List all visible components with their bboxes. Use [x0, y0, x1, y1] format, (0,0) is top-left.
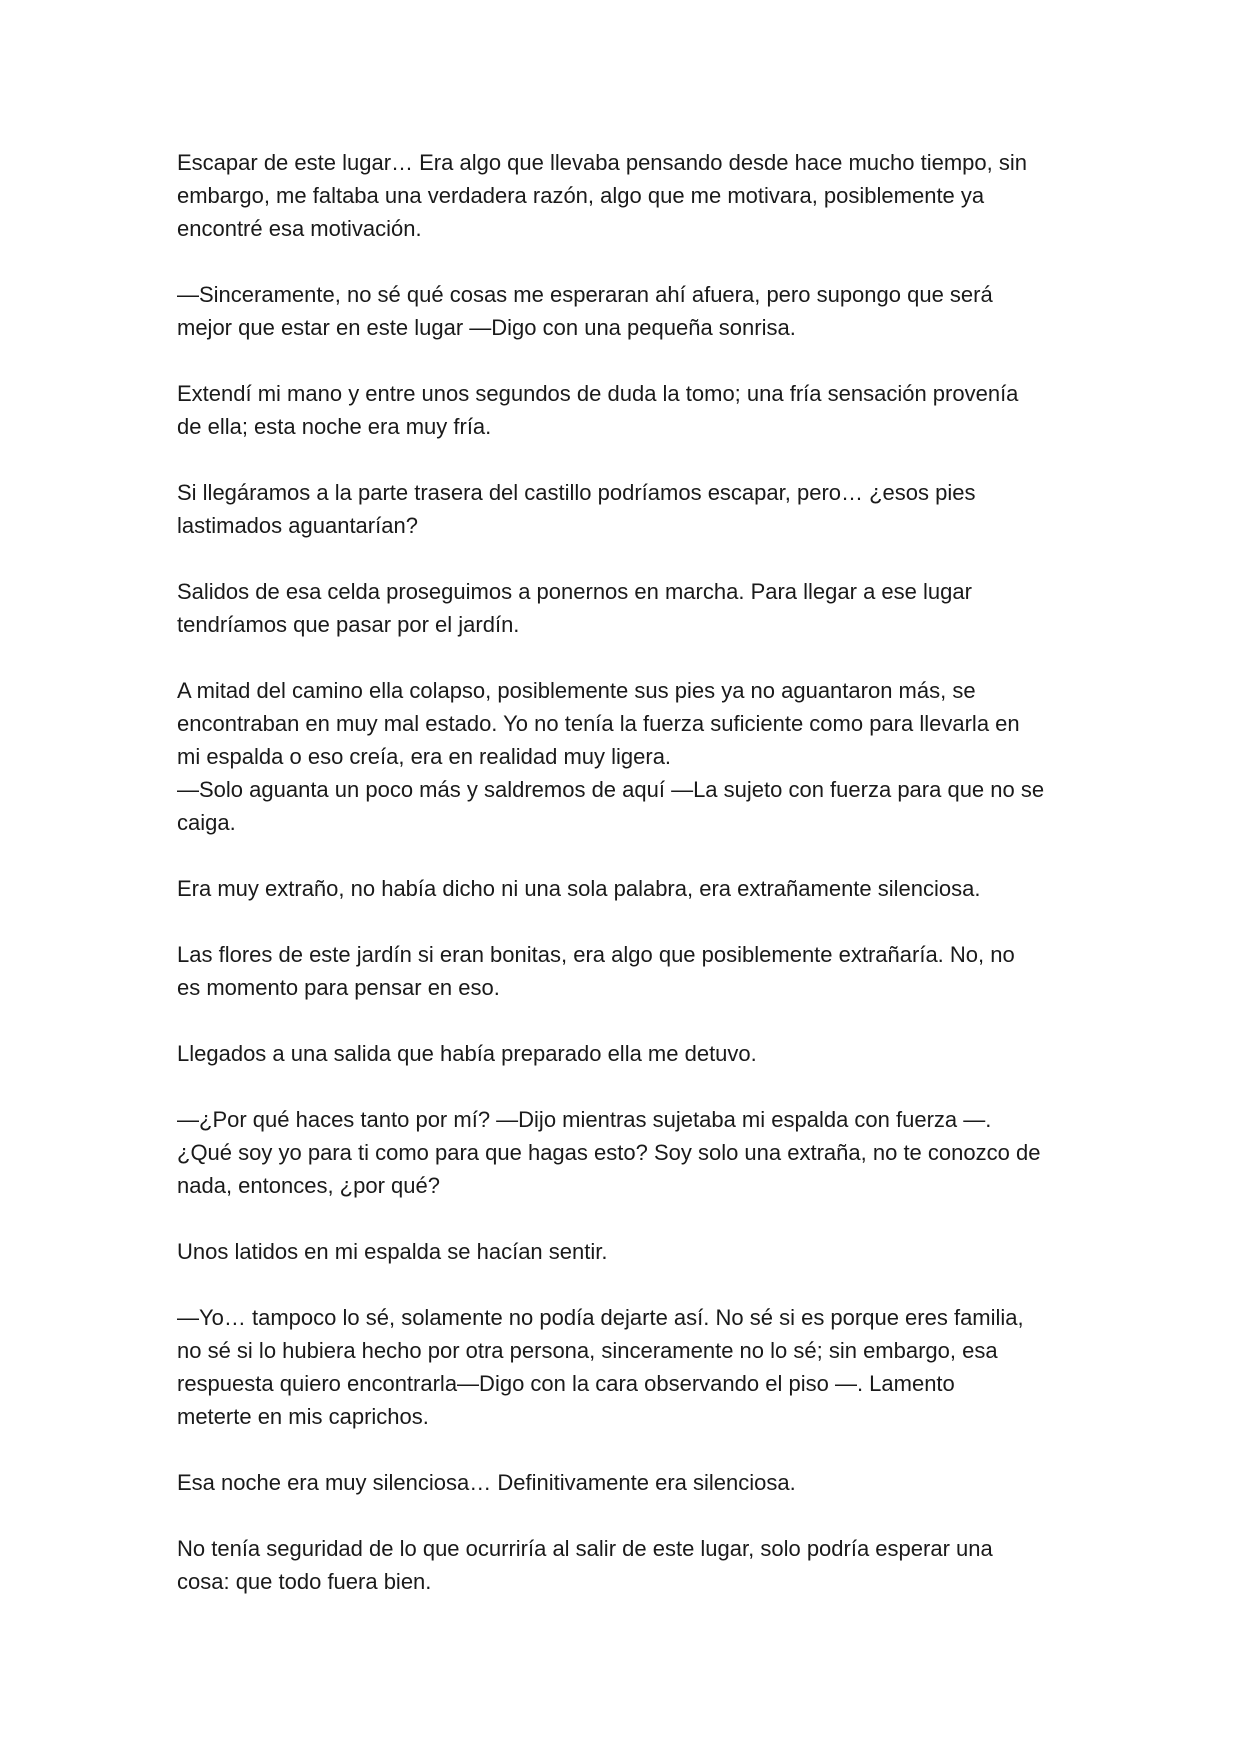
text-line: Las flores de este jardín si eran bonitas, era algo que posiblemente extrañaría. No, no [177, 942, 1015, 967]
document-body [177, 146, 1067, 1631]
text-line: encontraban en muy mal estado. Yo no tenía la fuerza suficiente como para llevarla en [177, 711, 1020, 736]
text-line: caiga. [177, 810, 236, 835]
text-line: de ella; esta noche era muy fría. [177, 414, 492, 439]
text-line: lastimados aguantarían? [177, 513, 418, 538]
text-line: Si llegáramos a la parte trasera del castillo podríamos escapar, pero… ¿esos pies [177, 480, 976, 505]
text-line: ¿Qué soy yo para ti como para que hagas esto? Soy solo una extraña, no te conozco de [177, 1140, 1041, 1165]
paragraph-5 [177, 575, 1067, 641]
paragraph-10 [177, 1103, 1067, 1202]
paragraph-8 [177, 938, 1067, 1004]
text-line: A mitad del camino ella colapso, posiblemente sus pies ya no aguantaron más, se [177, 678, 976, 703]
text-line: Era muy extraño, no había dicho ni una sola palabra, era extrañamente silenciosa. [177, 876, 981, 901]
text-line: mi espalda o eso creía, era en realidad muy ligera. [177, 744, 672, 769]
paragraph-6 [177, 674, 1067, 839]
text-line: respuesta quiero encontrarla—Digo con la cara observando el piso —. Lamento [177, 1371, 955, 1396]
text-line: nada, entonces, ¿por qué? [177, 1173, 440, 1198]
text-line: Escapar de este lugar… Era algo que llevaba pensando desde hace mucho tiempo, sin [177, 150, 1027, 175]
text-line: cosa: que todo fuera bien. [177, 1569, 432, 1594]
paragraph-3 [177, 377, 1067, 443]
paragraph-14 [177, 1532, 1067, 1598]
paragraph-12 [177, 1301, 1067, 1433]
text-line: Salidos de esa celda proseguimos a ponernos en marcha. Para llegar a ese lugar [177, 579, 972, 604]
text-line: Llegados a una salida que había preparado ella me detuvo. [177, 1041, 757, 1066]
text-line: Unos latidos en mi espalda se hacían sentir. [177, 1239, 608, 1264]
paragraph-2 [177, 278, 1067, 344]
text-line: —Yo… tampoco lo sé, solamente no podía dejarte así. No sé si es porque eres familia, [177, 1305, 1024, 1330]
text-line: es momento para pensar en eso. [177, 975, 500, 1000]
text-line: encontré esa motivación. [177, 216, 422, 241]
text-line: —Sinceramente, no sé qué cosas me esperaran ahí afuera, pero supongo que será [177, 282, 993, 307]
paragraph-11 [177, 1235, 1067, 1268]
text-line: meterte en mis caprichos. [177, 1404, 429, 1429]
text-line: No tenía seguridad de lo que ocurriría al salir de este lugar, solo podría esperar una [177, 1536, 993, 1561]
paragraph-1 [177, 146, 1067, 245]
paragraph-13 [177, 1466, 1067, 1499]
paragraph-7 [177, 872, 1067, 905]
paragraph-9 [177, 1037, 1067, 1070]
text-line: —¿Por qué haces tanto por mí? —Dijo mientras sujetaba mi espalda con fuerza —. [177, 1107, 992, 1132]
text-line: Extendí mi mano y entre unos segundos de duda la tomo; una fría sensación provenía [177, 381, 1019, 406]
text-line: no sé si lo hubiera hecho por otra persona, sinceramente no lo sé; sin embargo, esa [177, 1338, 998, 1363]
text-line: Esa noche era muy silenciosa… Definitivamente era silenciosa. [177, 1470, 796, 1495]
text-line: —Solo aguanta un poco más y saldremos de aquí —La sujeto con fuerza para que no se [177, 777, 1045, 802]
text-line: tendríamos que pasar por el jardín. [177, 612, 520, 637]
paragraph-4 [177, 476, 1067, 542]
text-line: embargo, me faltaba una verdadera razón, algo que me motivara, posiblemente ya [177, 183, 985, 208]
text-line: mejor que estar en este lugar —Digo con una pequeña sonrisa. [177, 315, 796, 340]
